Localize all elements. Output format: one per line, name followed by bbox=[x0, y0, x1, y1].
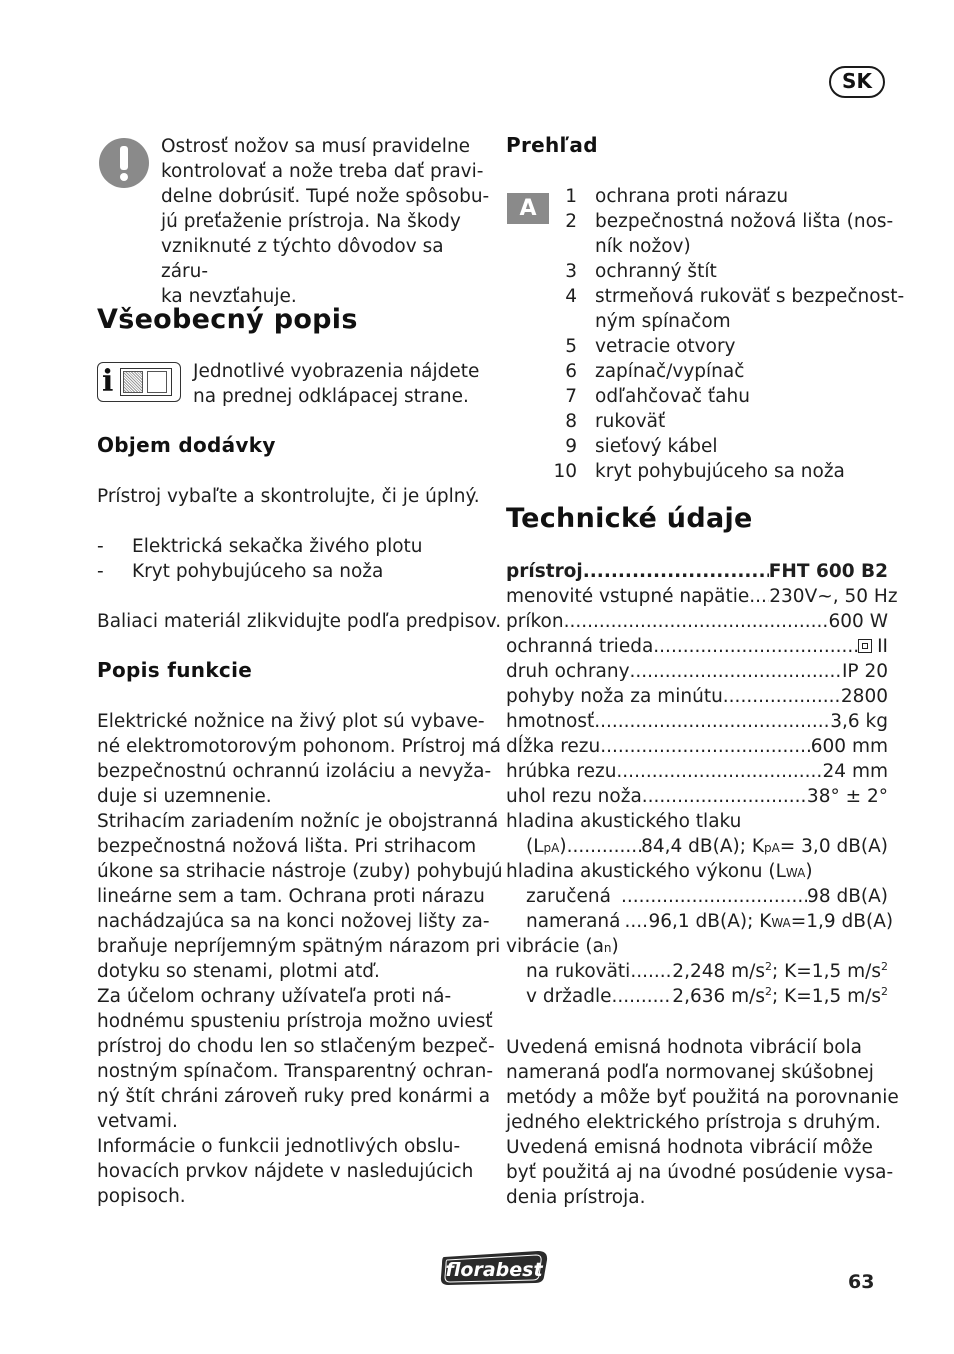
info-book-icon: i bbox=[97, 362, 181, 402]
text-line: jú preťaženie prístroja. Na škody bbox=[161, 211, 461, 232]
text-line: metódy a môže byť použitá na porovnanie bbox=[506, 1087, 899, 1108]
spec-row-cut-thickness: hrúbka rezu ..... 24 mm bbox=[506, 759, 888, 784]
spec-row-weight: hmotnosť ..... 3,6 kg bbox=[506, 709, 888, 734]
spec-row-strokes: pohyby noža za minútu ..... 2800 bbox=[506, 684, 888, 709]
text-line: jedného elektrického prístroja s druhým. bbox=[506, 1112, 881, 1133]
text-line: úkone sa strihacie nástroje (zuby) pohybujú bbox=[97, 861, 503, 882]
spec-row-device: prístroj ..... FHT 600 B2 bbox=[506, 559, 888, 584]
spec-row-vibration-handle: na rukoväti ..... 2,248 $m/s^2$; K=1,5 $m/s^2$ bbox=[526, 959, 888, 984]
spec-row-sound-pressure: (LpA) ..... 84,4 dB(A); KpA= 3,0 dB(A) bbox=[526, 834, 888, 859]
spec-row-voltage: menovité vstupné napätie ..... 230V~, 50 Hz bbox=[506, 584, 888, 609]
section-title-general: Všeobecný popis bbox=[97, 304, 358, 335]
emission-text bbox=[506, 1035, 899, 1210]
list-item: - Kryt pohybujúceho sa noža bbox=[97, 561, 384, 582]
page-number: 63 bbox=[848, 1271, 875, 1293]
text-line: Uvedená emisná hodnota vibrácií bola bbox=[506, 1037, 863, 1058]
overview-title: Prehľad bbox=[506, 133, 598, 157]
spec-row-sound-power-guaranteed: zaručená ..... 98 dB(A) bbox=[526, 884, 888, 909]
function-text bbox=[97, 709, 503, 1209]
delivery-list bbox=[97, 534, 487, 584]
text-line: popisoch. bbox=[97, 1186, 186, 1207]
spec-row-ip: druh ochrany ..... IP 20 bbox=[506, 659, 888, 684]
text-line: lineárne sem a tam. Ochrana proti nárazu bbox=[97, 886, 485, 907]
text-line: duje si uzemnenie. bbox=[97, 786, 272, 807]
text-line: ný štít chráni zároveň ruky pred konármi a bbox=[97, 1086, 491, 1107]
delivery-title: Objem dodávky bbox=[97, 433, 276, 457]
text-line: ka nevzťahuje. bbox=[161, 286, 297, 307]
warning-icon bbox=[99, 138, 149, 188]
spec-table bbox=[506, 559, 898, 1009]
spec-row-sound-pressure-label: hladina akustického tlaku bbox=[506, 811, 742, 832]
text-line: vetvami. bbox=[97, 1111, 178, 1132]
spec-row-vibration-grip: v držadle ..... 2,636 $m/s^2$; K=1,5 $m/s^2$ bbox=[526, 984, 888, 1009]
text-line: denia prístroja. bbox=[506, 1187, 646, 1208]
text-line: Strihacím zariadením nožníc je obojstranná bbox=[97, 811, 499, 832]
spec-row-protection-class: ochranná trieda ..... II bbox=[506, 634, 888, 659]
text-line: nostným spínačom. Transparentný ochran- bbox=[97, 1061, 494, 1082]
language-badge: SK bbox=[829, 66, 885, 98]
text-line: nachádzajúca sa na konci nožovej lišty za- bbox=[97, 911, 490, 932]
spec-row-cut-angle: uhol rezu noža ..... 38° ± 2° bbox=[506, 784, 888, 809]
text-line: na prednej odklápacej strane. bbox=[193, 386, 469, 407]
spec-row-cut-length: dĺžka rezu ..... 600 mm bbox=[506, 734, 888, 759]
text-line: Informácie o funkcii jednotlivých obslu- bbox=[97, 1136, 461, 1157]
florabest-logo bbox=[438, 1247, 551, 1287]
text-line: Za účelom ochrany užívateľa proti ná- bbox=[97, 986, 452, 1007]
spec-row-sound-power-measured: nameraná ..... 96,1 dB(A); KWA=1,9 dB(A) bbox=[526, 909, 888, 934]
text-line: byť použitá aj na úvodné posúdenie vysa- bbox=[506, 1162, 894, 1183]
list-item: - Elektrická sekačka živého plotu bbox=[97, 536, 423, 557]
delivery-intro: Prístroj vybaľte a skontrolujte, či je úplný. bbox=[97, 486, 480, 507]
text-line: Jednotlivé vyobrazenia nájdete bbox=[193, 361, 480, 382]
svg-text:florabest: florabest bbox=[445, 1259, 543, 1281]
text-line: Elektrické nožnice na živý plot sú vybave- bbox=[97, 711, 485, 732]
section-title-technical: Technické údaje bbox=[506, 503, 753, 534]
text-line: né elektromotorovým pohonom. Prístroj má bbox=[97, 736, 501, 757]
text-line: hovacích prvkov nájdete v nasledujúcich bbox=[97, 1161, 474, 1182]
text-line: Ostrosť nožov sa musí pravidelne bbox=[161, 136, 471, 157]
protection-class-ii-icon bbox=[858, 639, 872, 653]
spec-row-sound-power-label: hladina akustického výkonu (LWA) bbox=[506, 861, 813, 882]
text-line: nameraná podľa normovanej skúšobnej bbox=[506, 1062, 874, 1083]
text-line: prístroj do chodu len so stlačeným bezpeč- bbox=[97, 1036, 495, 1057]
function-title: Popis funkcie bbox=[97, 658, 253, 682]
spec-row-power: príkon ..... 600 W bbox=[506, 609, 888, 634]
delivery-outro: Baliaci materiál zlikvidujte podľa predpisov. bbox=[97, 611, 502, 632]
text-line: vzniknuté z týchto dôvodov sa záru- bbox=[161, 236, 444, 282]
text-line: hodnému spusteniu prístroja možno uviesť bbox=[97, 1011, 493, 1032]
spec-row-vibration-label: vibrácie (an) bbox=[506, 936, 619, 957]
text-line: delne dobrúsiť. Tupé nože spôsobu- bbox=[161, 186, 490, 207]
info-text bbox=[193, 359, 493, 409]
text-line: dotyku so stenami, plotmi atď. bbox=[97, 961, 380, 982]
warning-text bbox=[161, 134, 491, 309]
text-line: kontrolovať a nože treba dať pravi- bbox=[161, 161, 484, 182]
text-line: bezpečnostnú ochrannú izoláciu a nevyža- bbox=[97, 761, 492, 782]
text-line: Uvedená emisná hodnota vibrácií môže bbox=[506, 1137, 873, 1158]
text-line: bezpečnostná nožová lišta. Pri strihacom bbox=[97, 836, 477, 857]
text-line: braňuje nepríjemným spätným nárazom pri bbox=[97, 936, 501, 957]
figure-a-label: A bbox=[507, 193, 549, 224]
